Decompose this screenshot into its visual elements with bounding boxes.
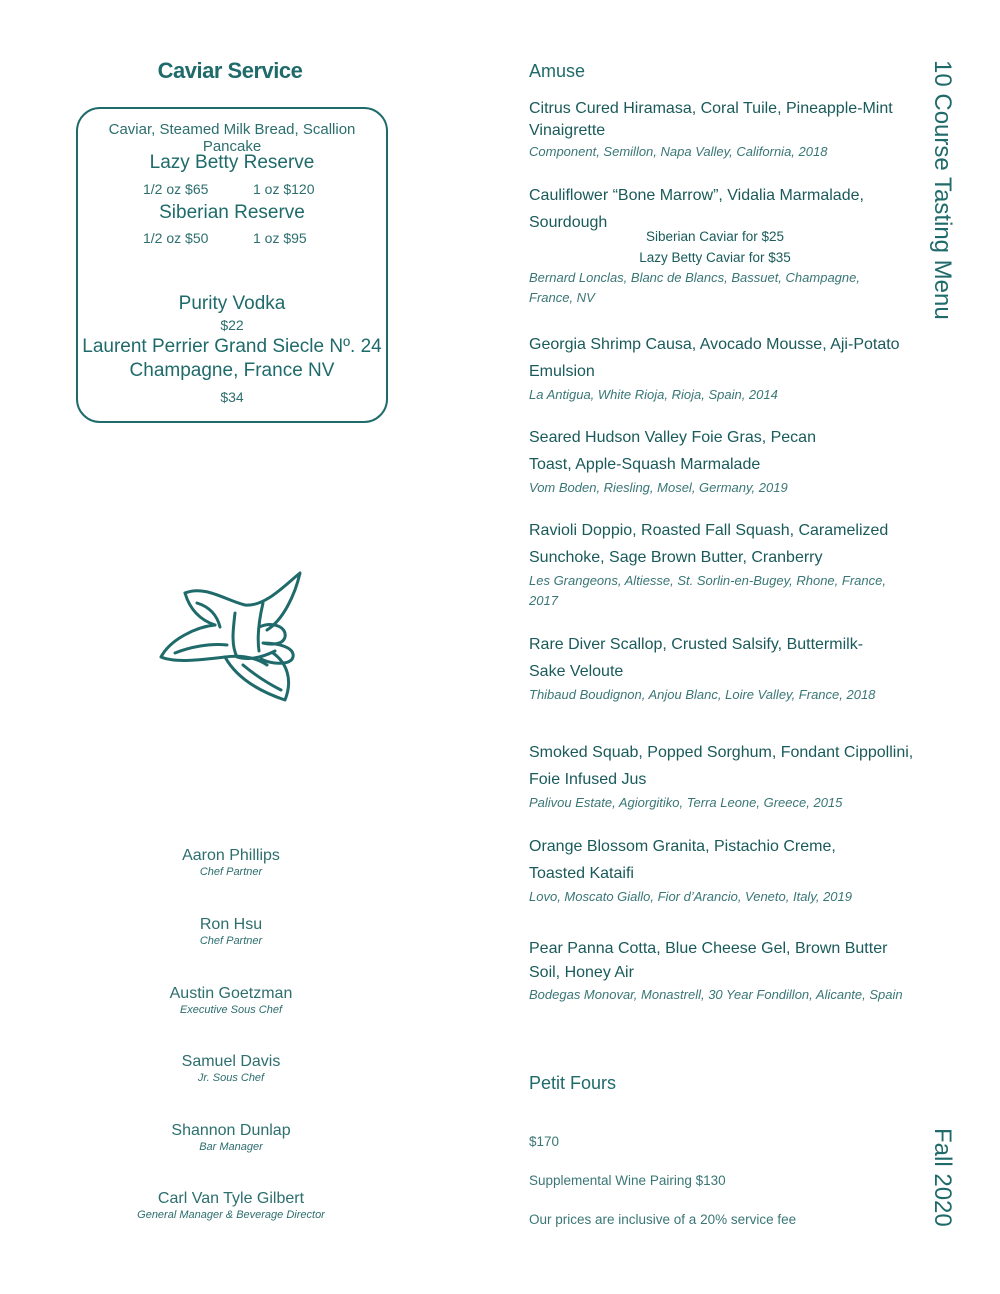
staff-member — [80, 1122, 382, 1153]
course-title: Citrus Cured Hiramasa, Coral Tuile, Pineapple-Mint Vinaigrette — [529, 100, 893, 139]
caviar-item-name: Lazy Betty Reserve — [149, 152, 315, 173]
course-item — [529, 98, 909, 162]
staff-name: Aaron Phillips — [182, 847, 280, 864]
caviar-service-box — [76, 107, 388, 423]
course-wine: Vom Boden, Riesling, Mosel, Germany, 2019 — [529, 480, 788, 495]
course-title: Rare Diver Scallop, Crusted Salsify, Buttermilk-Sake Veloute — [529, 636, 864, 680]
course-item — [529, 331, 909, 405]
course-title: Orange Blossom Granita, Pistachio Creme, Toasted Kataifi — [529, 838, 836, 882]
course-wine: Bernard Lonclas, Blanc de Blancs, Bassuet, Champagne, France, NV — [529, 270, 860, 305]
amuse-heading: Amuse — [529, 61, 586, 81]
staff-member — [80, 985, 382, 1016]
staff-role: General Manager & Beverage Director — [137, 1209, 325, 1221]
course-wine: Palivou Estate, Agiorgitiko, Terra Leone, Greece, 2015 — [529, 795, 843, 810]
caviar-item-prices — [78, 181, 386, 197]
caviar-one-oz-price: 1 oz $95 — [253, 230, 307, 246]
caviar-half-oz-price: 1/2 oz $65 — [143, 181, 209, 197]
caviar-accompaniments: Caviar, Steamed Milk Bread, Scallion Pancake — [108, 121, 356, 155]
course-wine: La Antigua, White Rioja, Rioja, Spain, 2014 — [529, 387, 778, 402]
staff-member — [80, 1190, 382, 1221]
course-item — [529, 937, 909, 1005]
course-title: Ravioli Doppio, Roasted Fall Squash, Caramelized Sunchoke, Sage Brown Butter, Cranberry — [529, 522, 889, 566]
menu-price: $170 — [529, 1134, 560, 1149]
staff-name: Samuel Davis — [181, 1053, 281, 1070]
caviar-half-oz-price: 1/2 oz $50 — [143, 230, 209, 246]
staff-member — [80, 916, 382, 947]
staff-role: Chef Partner — [199, 935, 263, 947]
course-wine: Bodegas Monovar, Monastrell, 30 Year Fondillon, Alicante, Spain — [529, 987, 903, 1002]
course-wine-block — [529, 268, 909, 308]
drink-name: Laurent Perrier Grand Siecle Nº. 24 — [82, 336, 382, 357]
course-wine: Thibaud Boudignon, Anjou Blanc, Loire Valley, France, 2018 — [529, 687, 876, 702]
staff-name: Shannon Dunlap — [171, 1122, 291, 1139]
caviar-item-prices — [78, 230, 386, 246]
petit-fours-heading: Petit Fours — [529, 1073, 617, 1093]
course-item — [529, 517, 909, 611]
staff-member — [80, 1053, 382, 1084]
caviar-one-oz-price: 1 oz $120 — [253, 181, 315, 197]
course-item — [529, 182, 909, 236]
staff-role: Chef Partner — [199, 866, 263, 878]
course-title: Seared Hudson Valley Foie Gras, Pecan Toast, Apple-Squash Marmalade — [529, 429, 816, 473]
drink-price: $22 — [220, 317, 244, 333]
wine-pairing-price: Supplemental Wine Pairing $130 — [529, 1173, 726, 1188]
caviar-supplement: Lazy Betty Caviar for $35 — [639, 250, 791, 265]
drink-name: Purity Vodka — [178, 293, 286, 314]
staff-role: Jr. Sous Chef — [197, 1072, 265, 1084]
drink-price: $34 — [220, 389, 244, 405]
staff-name: Carl Van Tyle Gilbert — [157, 1190, 305, 1207]
course-wine: Les Grangeons, Altiesse, St. Sorlin-en-Bugey, Rhone, France, 2017 — [529, 573, 886, 608]
staff-member — [80, 847, 382, 878]
dove-logo-icon — [155, 565, 310, 705]
staff-name: Austin Goetzman — [169, 985, 293, 1002]
drink-name-line2: Champagne, France NV — [129, 360, 335, 381]
staff-role: Bar Manager — [199, 1141, 263, 1153]
course-item — [529, 631, 909, 705]
course-title: Cauliflower “Bone Marrow”, Vidalia Marmalade, Sourdough — [529, 187, 864, 231]
menu-side-title: 10 Course Tasting Menu — [929, 60, 956, 320]
caviar-supplement: Siberian Caviar for $25 — [645, 229, 785, 244]
course-item — [529, 739, 914, 813]
course-item — [529, 424, 909, 498]
service-fee-note: Our prices are inclusive of a 20% service fee — [529, 1212, 797, 1227]
course-title: Smoked Squab, Popped Sorghum, Fondant Cippollini, Foie Infused Jus — [529, 744, 914, 788]
course-item — [529, 833, 909, 907]
caviar-item-name: Siberian Reserve — [159, 202, 305, 223]
course-title: Pear Panna Cotta, Blue Cheese Gel, Brown Butter Soil, Honey Air — [529, 940, 888, 981]
caviar-service-title: Caviar Service — [157, 58, 303, 83]
staff-role: Executive Sous Chef — [179, 1004, 283, 1016]
course-wine: Component, Semillon, Napa Valley, California, 2018 — [529, 144, 828, 159]
course-wine: Lovo, Moscato Giallo, Fior d’Arancio, Veneto, Italy, 2019 — [529, 889, 853, 904]
staff-name: Ron Hsu — [199, 916, 263, 933]
season-label: Fall 2020 — [929, 1128, 956, 1227]
course-title: Georgia Shrimp Causa, Avocado Mousse, Aji-Potato Emulsion — [529, 336, 900, 380]
